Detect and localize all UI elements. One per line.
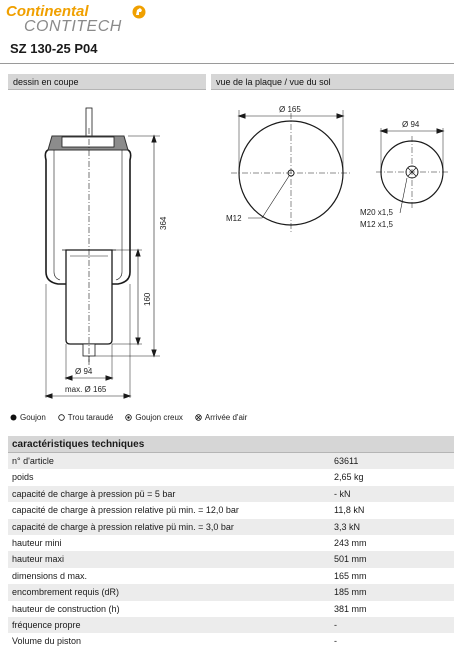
- row-value: 243 mm: [334, 537, 367, 548]
- table-row: [8, 633, 454, 649]
- table-row: [8, 486, 454, 502]
- section-header-cross-section: dessin en coupe: [8, 74, 206, 90]
- legend-label: Trou taraudé: [67, 413, 114, 422]
- row-label: fréquence propre: [12, 619, 81, 630]
- table-row: [8, 535, 454, 551]
- horse-icon: [131, 5, 147, 19]
- legend-item: [10, 413, 46, 422]
- air-inlet-icon: [195, 414, 202, 421]
- legend-item: [125, 413, 183, 422]
- table-row: [8, 617, 454, 633]
- row-label: encombrement requis (dR): [12, 587, 120, 598]
- row-value: 501 mm: [334, 554, 367, 565]
- row-label: Volume du piston: [12, 636, 82, 647]
- dim-plate-thread: M12: [226, 214, 242, 223]
- table-row: [8, 584, 454, 600]
- legend-label: Arrivée d'air: [204, 413, 248, 422]
- table-row: [8, 601, 454, 617]
- row-label: poids: [12, 472, 34, 483]
- row-label: hauteur mini: [12, 537, 62, 548]
- specs-table-body: [8, 453, 454, 650]
- row-value: 2,65 kg: [334, 472, 364, 483]
- row-label: capacité de charge à pression relative pü min. = 3,0 bar: [12, 521, 234, 532]
- page-title: SZ 130-25 P04: [10, 41, 98, 56]
- legend-item: [58, 413, 114, 422]
- table-row: [8, 502, 454, 518]
- table-row: [8, 568, 454, 584]
- row-value: 381 mm: [334, 603, 367, 614]
- row-label: n° d'article: [12, 456, 54, 466]
- filled-circle-icon: [10, 414, 17, 421]
- row-label: dimensions d max.: [12, 570, 88, 581]
- dim-max-diameter: max. Ø 165: [65, 385, 107, 394]
- cross-section-drawing: [45, 108, 160, 398]
- plate-view-drawing: [231, 110, 351, 233]
- technical-drawing: [0, 92, 454, 404]
- table-row: [8, 519, 454, 535]
- row-value: - kN: [334, 488, 351, 499]
- floor-view-drawing: [376, 128, 448, 213]
- dim-height-piston: 160: [143, 292, 152, 306]
- row-label: capacité de charge à pression relative pü min. = 12,0 bar: [12, 505, 239, 516]
- open-circle-icon: [58, 414, 65, 421]
- row-value: 3,3 kN: [334, 521, 361, 532]
- dim-floor-diameter: Ø 94: [402, 120, 420, 129]
- brand-name: Continental: [6, 3, 89, 20]
- row-value: 11,8 kN: [334, 505, 365, 516]
- divider: [0, 63, 454, 64]
- row-label: hauteur de construction (h): [12, 603, 120, 614]
- legend-label: Goujon creux: [135, 413, 183, 422]
- continental-logo: [6, 3, 166, 37]
- hollow-stud-icon: [125, 414, 132, 421]
- row-value: 63611: [334, 456, 359, 466]
- legend-item: [195, 413, 247, 422]
- row-value: 185 mm: [334, 587, 367, 598]
- legend-label: Goujon: [20, 413, 46, 422]
- section-header-plate-view: vue de la plaque / vue du sol: [211, 74, 454, 90]
- dim-floor-thread-m12: M12 x1,5: [360, 220, 393, 229]
- specs-table: [8, 436, 454, 650]
- table-row: [8, 453, 454, 469]
- row-label: hauteur maxi: [12, 554, 65, 565]
- row-label: capacité de charge à pression pü = 5 bar: [12, 488, 176, 499]
- row-value: -: [334, 619, 337, 630]
- dim-piston-diameter: Ø 94: [75, 367, 93, 376]
- table-row: [8, 469, 454, 485]
- table-row: [8, 551, 454, 567]
- specs-table-title: caractéristiques techniques: [8, 436, 454, 453]
- brand-sub: CONTITECH: [24, 18, 122, 35]
- legend: [10, 413, 247, 422]
- row-value: -: [334, 636, 337, 647]
- dim-height-total: 364: [159, 216, 168, 230]
- dim-plate-diameter: Ø 165: [279, 105, 301, 114]
- row-value: 165 mm: [334, 570, 367, 581]
- dim-floor-thread-m20: M20 x1,5: [360, 208, 393, 217]
